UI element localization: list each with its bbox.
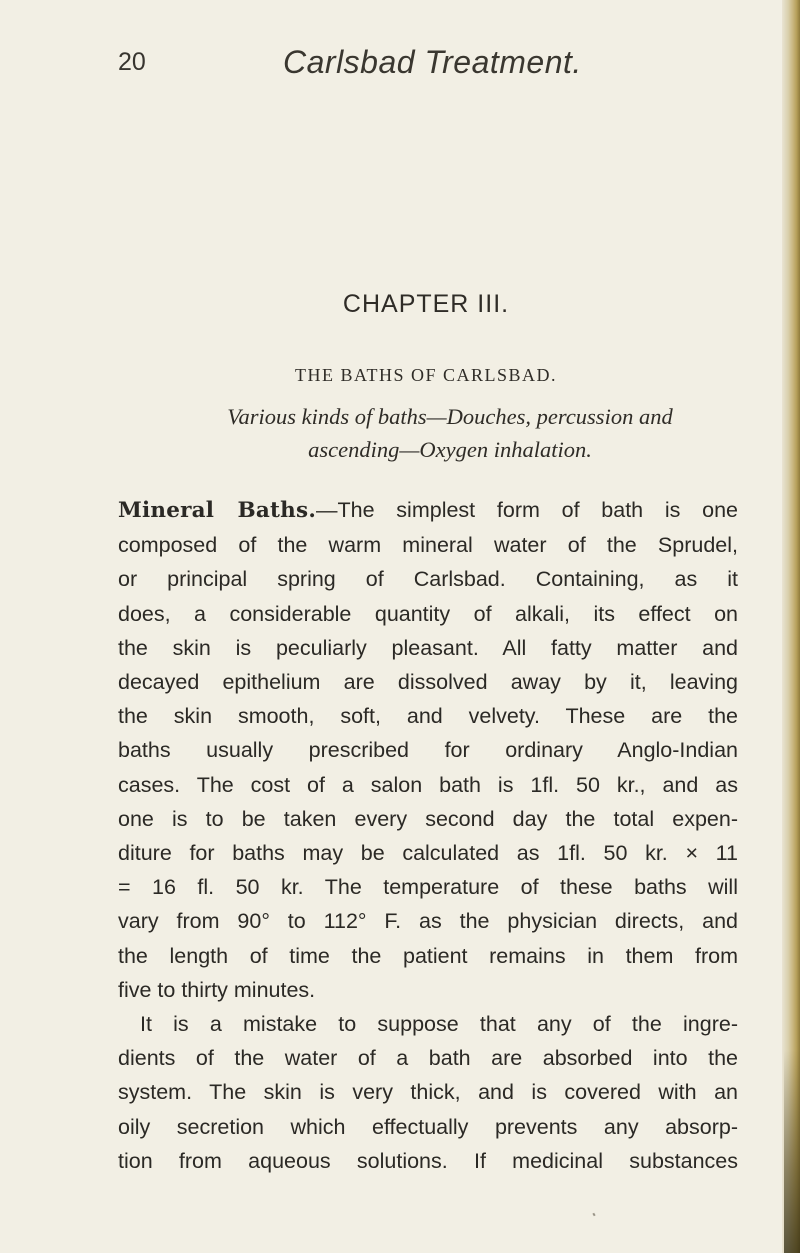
body-line-17: dients of the water of a bath are absorbed into the — [118, 1046, 738, 1071]
body-text — [118, 493, 738, 1178]
summary-line-1: Various kinds of baths—Douches, percussion and — [227, 404, 673, 429]
body-line-19: oily secretion which effectually prevents any absorp- — [118, 1114, 738, 1139]
body-line-15: five to thirty minutes. — [118, 977, 316, 1002]
body-line-20: tion from aqueous solutions. If medicinal substances — [118, 1148, 738, 1173]
body-line-7: the skin smooth, soft, and velvety. These are the — [118, 704, 738, 729]
body-line-3: or principal spring of Carlsbad. Containing, as it — [118, 567, 738, 592]
body-line-8: baths usually prescribed for ordinary Anglo-Indian — [118, 738, 738, 763]
body-line-1 — [118, 493, 738, 528]
body-line-11: diture for baths may be calculated as 1fl. 50 kr. × 11 — [118, 841, 738, 866]
body-line-6: decayed epithelium are dissolved away by it, leaving — [118, 670, 738, 695]
runin-heading: Mineral Baths. — [118, 498, 317, 523]
page-header — [118, 40, 718, 84]
body-line-10: one is to be taken every second day the total expen- — [118, 806, 738, 831]
body-line-14: the length of time the patient remains in them from — [118, 943, 738, 968]
chapter-subtitle: THE BATHS OF CARLSBAD. — [294, 365, 558, 385]
body-line-2: composed of the warm mineral water of the Sprudel, — [118, 533, 738, 558]
body-line-16: It is a mistake to suppose that any of the ingre- — [140, 1012, 738, 1037]
body-line-12: = 16 fl. 50 kr. The temperature of these baths will — [118, 875, 738, 900]
summary-line-2: ascending—Oxygen inhalation. — [308, 437, 592, 462]
paper-speck — [592, 1213, 595, 1217]
body-line-9: cases. The cost of a salon bath is 1fl. 50 kr., and as — [118, 772, 738, 797]
body-line-13: vary from 90° to 112° F. as the physician directs, and — [118, 909, 738, 934]
body-line-18: system. The skin is very thick, and is covered with an — [118, 1080, 738, 1105]
page-number: 20 — [118, 48, 146, 76]
chapter-heading: CHAPTER III. — [342, 290, 510, 318]
body-line-5: the skin is peculiarly pleasant. All fatty matter and — [118, 635, 738, 660]
page-edge-stain — [784, 1050, 800, 1253]
chapter-summary — [200, 400, 700, 466]
body-line-4: does, a considerable quantity of alkali, its effect on — [118, 601, 738, 626]
body-line-1-text: —The simplest form of bath is one — [316, 498, 738, 522]
running-title: Carlsbad Treatment. — [283, 44, 582, 80]
